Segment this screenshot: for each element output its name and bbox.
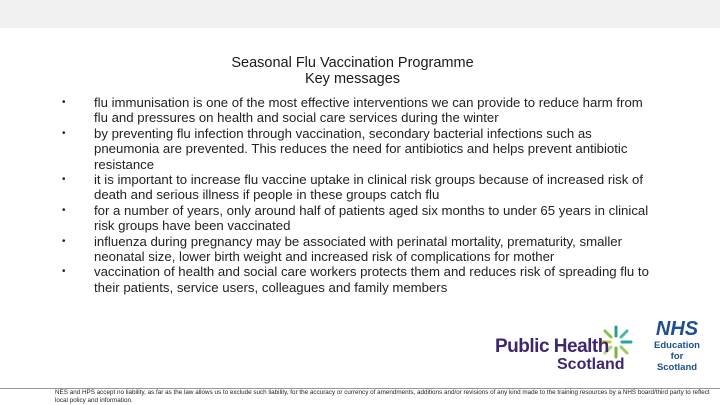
- top-band: [0, 0, 720, 28]
- bullet-text: influenza during pregnancy may be associated with perinatal mortality, prematurity, smaller neonatal size, lower birth weight and increased risk of complications for mother: [94, 233, 622, 265]
- key-messages-list: [60, 95, 660, 295]
- nhs-line-2: for: [670, 351, 684, 362]
- bullet-text: by preventing flu infection through vaccination, secondary bacterial infections such as pneumonia are prevented. This reduces the need for antibiotics and helps prevent antibiotic resistance: [94, 125, 628, 172]
- public-health-scotland-logo: [495, 325, 640, 375]
- list-item: [60, 264, 660, 295]
- nhs-line-1: Education: [654, 340, 700, 351]
- list-item: [60, 172, 660, 203]
- list-item: [60, 126, 660, 172]
- nhs-line-3: Scotland: [656, 362, 698, 373]
- phs-line-2: Scotland: [557, 356, 625, 373]
- title-line-1: Seasonal Flu Vaccination Programme: [231, 55, 474, 71]
- bullet-marker: •: [62, 235, 66, 247]
- nhs-education-scotland-logo: [645, 318, 709, 386]
- bullet-text: flu immunisation is one of the most effective interventions we can provide to reduce harm from flu and pressures on health and social care services during the winter: [94, 95, 643, 126]
- slide-title: [0, 55, 705, 87]
- bullet-marker: •: [62, 174, 66, 186]
- phs-line-1: Public Health: [495, 336, 609, 357]
- bullet-text: for a number of years, only around half of patients aged six months to under 65 years in clinical risk groups have been vaccinated: [94, 202, 649, 234]
- list-item: [60, 95, 660, 126]
- list-item: [60, 234, 660, 265]
- footer-disclaimer: NES and HPS accept no liability, as far as the law allows us to exclude such liability, for the accuracy or currency of amendments, additions and/or revisions of any kind made to the training resources by a NHS board/third party to reflect local policy and information.: [55, 389, 710, 404]
- bullet-marker: •: [62, 266, 66, 278]
- nhs-logo-text: NHS: [655, 318, 699, 340]
- bullet-marker: •: [62, 204, 66, 216]
- bullet-marker: •: [62, 97, 66, 108]
- list-item: [60, 203, 660, 234]
- bullet-text: vaccination of health and social care workers protects them and reduces risk of spreading flu to their patients, service users, colleagues and family members: [94, 264, 649, 295]
- bullet-text: it is important to increase flu vaccine uptake in clinical risk groups because of increased risk of death and serious illness if people in these groups catch flu: [94, 172, 644, 203]
- bullet-marker: •: [62, 127, 66, 139]
- title-line-2: Key messages: [304, 71, 401, 87]
